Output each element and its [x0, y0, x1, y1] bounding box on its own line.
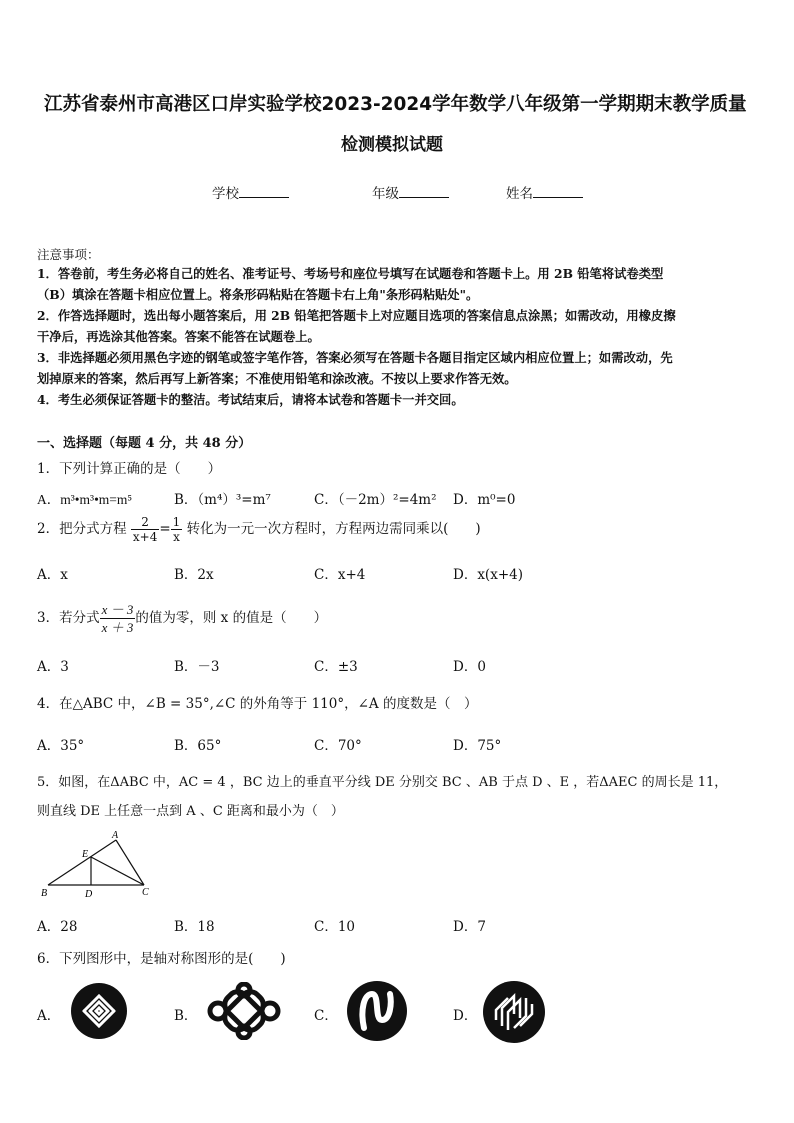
school-field	[212, 182, 289, 202]
striped-circle-logo-icon	[482, 980, 546, 1044]
notice-line: 1．答卷前，考生务必将自己的姓名、准考证号、考场号和座位号填写在试题卷和答题卡上。用 2B 铅笔将试卷类型	[37, 266, 664, 281]
question-6-option-c-label: C．	[314, 1008, 338, 1024]
question-6-option-d-label: D．	[453, 1008, 478, 1024]
china-unicom-knot-icon	[204, 982, 284, 1040]
question-6-stem: 6．下列图形中，是轴对称图形的是( )	[37, 951, 286, 967]
notice-line: 2．作答选择题时，选出每小题答案后，用 2B 铅笔把答题卡上对应题目选项的答案信息点涂黑；如需改动，用橡皮擦	[37, 308, 676, 323]
fraction-denominator: x+4	[132, 530, 158, 544]
question-2-stem	[37, 515, 481, 544]
notice-line: 4．考生必须保证答题卡的整洁。考试结束后，请将本试卷和答题卡一并交回。	[37, 392, 464, 407]
question-3-option-d: D．0	[453, 659, 486, 675]
question-1-option-d: D．m⁰=0	[453, 492, 516, 508]
question-1-option-a: A．m³•m³•m=m⁵	[37, 492, 133, 507]
page-title-line1: 江苏省泰州市高港区口岸实验学校2023-2024学年数学八年级第一学期期末教学质量	[44, 94, 747, 115]
question-5-option-b: B．18	[174, 919, 215, 935]
question-2-option-b: B．2x	[174, 567, 214, 583]
section-heading: 一、选择题（每题 4 分，共 48 分）	[37, 436, 252, 451]
notice-line: 干净后，再选涂其他答案。答案不能答在试题卷上。	[37, 329, 320, 344]
question-2-stem-post: 转化为一元一次方程时，方程两边需同乘以( )	[186, 521, 481, 537]
notice-line: 3．非选择题必须用黑色字迹的钢笔或签字笔作答，答案必须写在答题卡各题目指定区域内相应位置上；如需改动，先	[37, 350, 673, 365]
page-title-line2: 检测模拟试题	[341, 135, 443, 155]
question-5-stem-line2: 则直线 DE 上任意一点到 A 、C 距离和最小为（ ）	[37, 804, 344, 819]
question-6-option-a-label: A．	[37, 1008, 61, 1024]
name-blank	[533, 184, 583, 198]
question-4-option-b: B．65°	[174, 738, 222, 754]
figure-label-d: D	[85, 889, 93, 900]
name-label: 姓名	[506, 186, 533, 202]
notice-heading: 注意事项：	[37, 247, 100, 262]
figure-label-e: E	[82, 849, 89, 860]
figure-label-c: C	[142, 887, 149, 898]
question-2-stem-pre: 2．把分式方程	[37, 521, 127, 537]
school-blank	[239, 184, 289, 198]
question-3-stem	[37, 601, 327, 636]
notice-line: 划掉原来的答案，然后再写上新答案；不准使用铅笔和涂改液。不按以上要求作答无效。	[37, 371, 517, 386]
question-3-stem-post: 的值为零，则 x 的值是（ ）	[135, 610, 328, 626]
fraction-numerator: 1	[172, 515, 181, 529]
school-label: 学校	[212, 186, 239, 202]
question-5-option-d: D．7	[453, 919, 486, 935]
fraction-denominator: x	[173, 530, 180, 544]
equals-sign: =	[159, 521, 171, 537]
question-5-triangle-figure	[36, 830, 156, 900]
china-mobile-logo-icon	[70, 982, 128, 1040]
question-1-option-c: C．（－2m）²=4m²	[314, 492, 437, 508]
question-2-fraction-2	[171, 515, 183, 544]
question-2-fraction-1	[131, 515, 159, 544]
figure-label-b: B	[41, 888, 48, 899]
question-3-option-b: B．－3	[174, 659, 220, 675]
question-3-option-c: C．±3	[314, 659, 358, 675]
grade-blank	[399, 184, 449, 198]
question-5-stem-line1: 5．如图，在ΔABC 中，AC = 4 ，BC 边上的垂直平分线 DE 分别交 BC 、AB 于点 D 、E ，若ΔAEC 的周长是 11，	[37, 775, 728, 790]
question-2-option-a: A．x	[37, 567, 68, 583]
question-2-option-c: C．x+4	[314, 567, 366, 583]
grade-label: 年级	[372, 186, 399, 202]
question-4-stem: 4．在△ABC 中，∠B = 35°,∠C 的外角等于 110°，∠A 的度数是（ ）	[37, 696, 478, 712]
question-2-option-d: D．x(x+4)	[453, 567, 523, 583]
n-logo-icon	[346, 980, 408, 1042]
name-field	[506, 182, 583, 202]
question-5-option-a: A．28	[37, 919, 78, 935]
fraction-numerator: 2	[131, 515, 159, 530]
figure-label-a: A	[112, 830, 119, 841]
question-3-stem-pre: 3．若分式	[37, 610, 100, 626]
question-5-option-c: C．10	[314, 919, 356, 935]
grade-field	[372, 182, 449, 202]
fraction-denominator: x ＋ 3	[101, 620, 134, 635]
question-1-option-b: B．（m⁴）³=m⁷	[174, 492, 271, 508]
question-4-option-a: A．35°	[37, 738, 85, 754]
fraction-numerator: x － 3	[101, 602, 134, 617]
question-3-option-a: A．3	[37, 659, 69, 675]
question-1-stem: 1．下列计算正确的是（ ）	[37, 461, 222, 477]
question-4-option-d: D．75°	[453, 738, 502, 754]
question-4-option-c: C．70°	[314, 738, 362, 754]
question-6-option-b-label: B．	[174, 1008, 198, 1024]
question-3-fraction	[100, 601, 136, 636]
notice-line: （B）填涂在答题卡相应位置上。将条形码粘贴在答题卡右上角"条形码粘贴处"。	[37, 287, 479, 302]
